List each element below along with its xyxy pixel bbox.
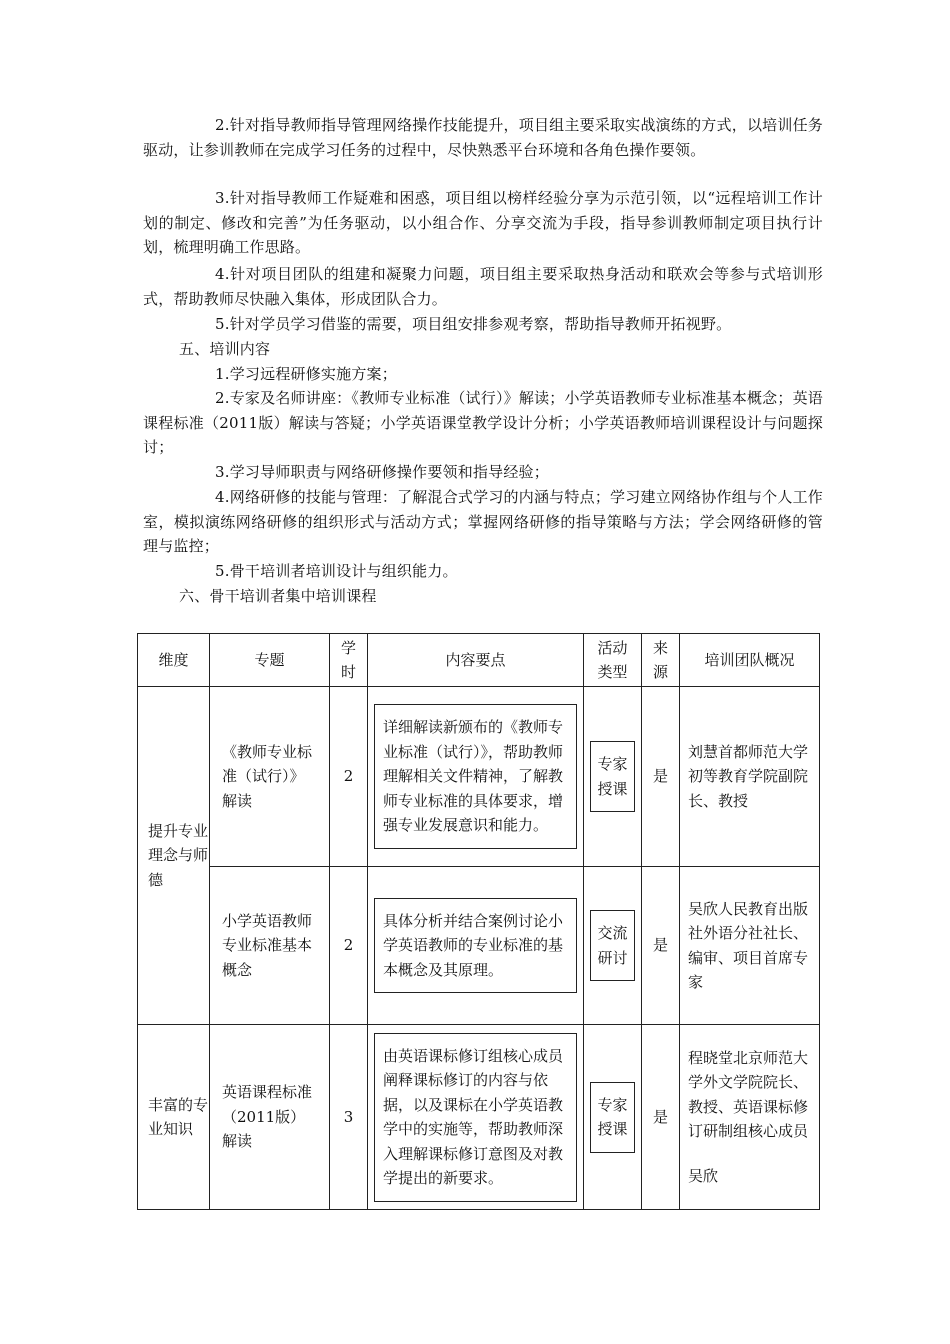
content-number: 4. [215, 488, 230, 506]
header-dimension: 维度 [138, 634, 210, 687]
content-number: 5. [215, 562, 230, 580]
paragraph-item-5 [143, 312, 823, 337]
activity-box: 专家授课 [590, 1082, 635, 1153]
paragraph-item-4 [143, 262, 823, 311]
content-text: 学习远程研修实施方案； [229, 365, 397, 383]
content-text: 学习导师职责与网络研修操作要领和指导经验； [229, 463, 549, 481]
team-cell: 吴欣人民教育出版社外语分社社长、编审、项目首席专家 [680, 867, 820, 1025]
paragraph-number: 4. [215, 265, 230, 283]
content-cell [368, 1025, 584, 1210]
content-box: 由英语课标修订组核心成员阐释课标修订的内容与依据，以及课标在小学英语教学中的实施等，帮助教师深入理解课标修订意图及对教学提出的新要求。 [374, 1033, 577, 1202]
team-cell [680, 1025, 820, 1210]
activity-cell [584, 867, 642, 1025]
content-item-1 [143, 362, 823, 387]
paragraph-item-2 [143, 113, 823, 162]
hours-cell: 2 [330, 687, 368, 867]
header-content: 内容要点 [368, 634, 584, 687]
header-activity: 活动类型 [584, 634, 642, 687]
content-number: 2. [215, 389, 230, 407]
team-cell: 刘慧首都师范大学初等教育学院副院长、教授 [680, 687, 820, 867]
table-row [138, 867, 820, 1025]
team-text: 程晓堂北京师范大学外文学院院长、教授、英语课标修订研制组核心成员 [688, 1048, 809, 1141]
content-cell [368, 867, 584, 1025]
activity-box: 专家授课 [590, 741, 635, 812]
header-hours: 学时 [330, 634, 368, 687]
topic-cell: 《教师专业标准（试行）》解读 [210, 687, 330, 867]
section-heading-training-content: 五、培训内容 [179, 340, 271, 358]
content-text: 专家及名师讲座：《教师专业标准（试行）》解读；小学英语教师专业标准基本概念；英语课程标准（2011版）解读与答疑；小学英语课堂教学设计分析；小学英语教师培训课程设计与问题探讨； [143, 389, 823, 456]
table-row [138, 1025, 820, 1210]
header-source: 来源 [642, 634, 680, 687]
content-number: 1. [215, 365, 230, 383]
content-number: 3. [215, 463, 230, 481]
content-cell [368, 687, 584, 867]
paragraph-number: 2. [215, 116, 230, 134]
paragraph-item-3 [143, 186, 823, 260]
activity-box: 交流研讨 [590, 910, 635, 981]
content-box: 详细解读新颁布的《教师专业标准（试行）》，帮助教师理解相关文件精神，了解教师专业标准的具体要求，增强专业发展意识和能力。 [374, 704, 577, 849]
source-cell: 是 [642, 687, 680, 867]
content-text: 网络研修的技能与管理：了解混合式学习的内涵与特点；学习建立网络协作组与个人工作室，模拟演练网络研修的组织形式与活动方式；掌握网络研修的指导策略与方法；学会网络研修的管理与监控； [143, 488, 823, 555]
content-text: 骨干培训者培训设计与组织能力。 [229, 562, 458, 580]
paragraph-number: 3. [215, 189, 230, 207]
content-box: 具体分析并结合案例讨论小学英语教师的专业标准的基本概念及其原理。 [374, 898, 577, 994]
hours-cell: 2 [330, 867, 368, 1025]
topic-cell: 英语课程标准（2011版）解读 [210, 1025, 330, 1210]
activity-cell [584, 687, 642, 867]
header-topic: 专题 [210, 634, 330, 687]
dimension-cell: 丰富的专业知识 [138, 1025, 210, 1210]
hours-cell: 3 [330, 1025, 368, 1210]
table-row [138, 687, 820, 867]
source-cell: 是 [642, 1025, 680, 1210]
dimension-cell: 提升专业理念与师德 [138, 687, 210, 1025]
paragraph-number: 5. [215, 315, 230, 333]
topic-cell: 小学英语教师专业标准基本概念 [210, 867, 330, 1025]
paragraph-text: 针对指导教师指导管理网络操作技能提升，项目组主要采取实战演练的方式，以培训任务驱动，让参训教师在完成学习任务的过程中，尽快熟悉平台环境和各角色操作要领。 [143, 116, 823, 159]
header-team: 培训团队概况 [680, 634, 820, 687]
content-item-5 [143, 559, 823, 584]
table-header-row [138, 634, 820, 687]
paragraph-text: 针对学员学习借鉴的需要，项目组安排参观考察，帮助指导教师开拓视野。 [229, 315, 732, 333]
section-heading-course-table: 六、骨干培训者集中培训课程 [179, 587, 377, 605]
content-item-3 [143, 460, 823, 485]
source-cell: 是 [642, 867, 680, 1025]
course-table [137, 633, 820, 1210]
team-extra-text: 吴欣 [688, 1166, 719, 1185]
content-item-4 [143, 485, 823, 559]
paragraph-text: 针对项目团队的组建和凝聚力问题，项目组主要采取热身活动和联欢会等参与式培训形式，帮助教师尽快融入集体，形成团队合力。 [143, 265, 823, 308]
content-item-2 [143, 386, 823, 460]
activity-cell [584, 1025, 642, 1210]
paragraph-text: 针对指导教师工作疑难和困惑，项目组以榜样经验分享为示范引领，以“远程培训工作计划的制定、修改和完善”为任务驱动，以小组合作、分享交流为手段，指导参训教师制定项目执行计划，梳理明确工作思路。 [143, 189, 823, 256]
